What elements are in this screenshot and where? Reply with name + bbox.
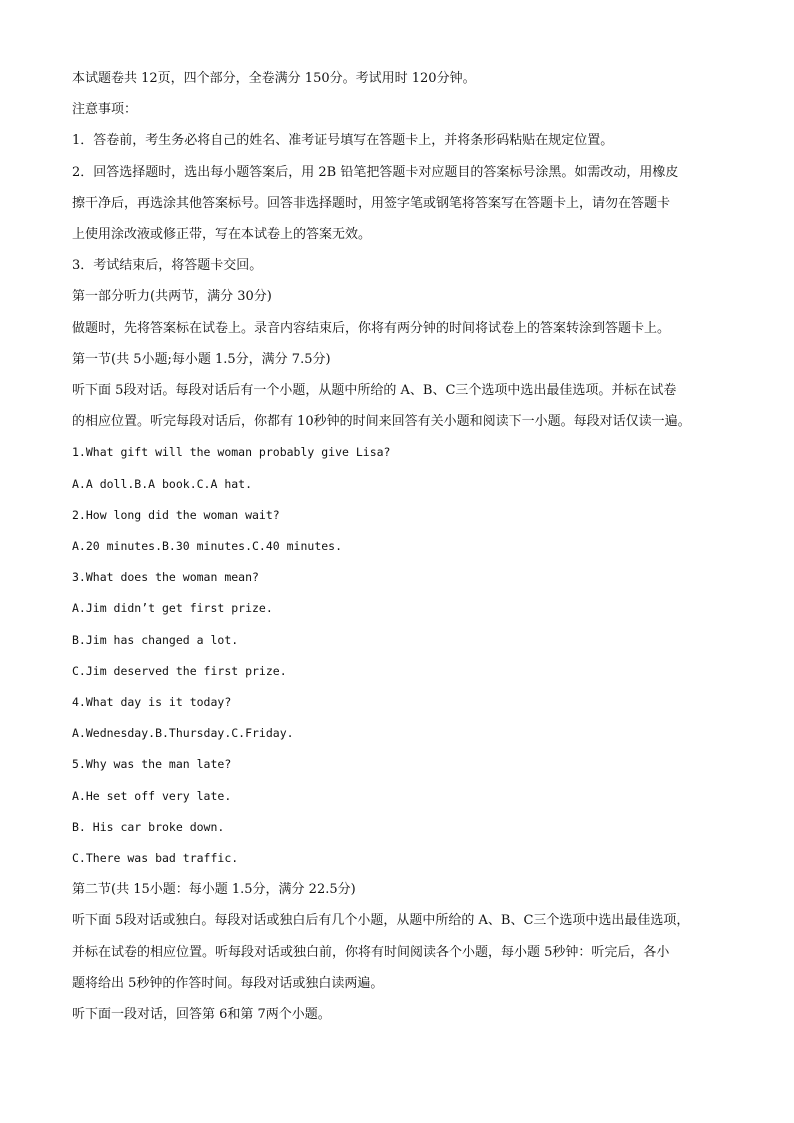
part1-title: 第一部分听力(共两节，满分 30分) (72, 289, 272, 305)
question-2: 2.How long did the woman wait? (72, 507, 280, 522)
section2-instruction: 听下面一段对话，回答第 6和第 7两个小题。 (72, 1007, 331, 1023)
notice-title: 注意事项： (72, 102, 138, 118)
exam-page (72, 63, 722, 1030)
exam-intro: 本试题卷共 12页，四个部分，全卷满分 150分。考试用时 120分钟。 (72, 71, 476, 86)
question-5-option-c: C.There was bad traffic. (72, 851, 239, 866)
part1-description: 做题时，先将答案标在试卷上。录音内容结束后，你将有两分钟的时间将试卷上的答案转涂到答题卡上。 (72, 320, 671, 336)
question-5: 5.Why was the man late? (72, 757, 232, 772)
question-1: 1.What gift will the woman probably give Lisa? (72, 445, 391, 460)
section1-title: 第一节(共 5小题;每小题 1.5分，满分 7.5分) (72, 351, 331, 367)
question-5-option-a: A.He set off very late. (72, 788, 232, 803)
notice-item-3: 3．考试结束后，将答题卡交回。 (72, 258, 263, 274)
question-3: 3.What does the woman mean? (72, 570, 259, 585)
section2-desc-line-1: 听下面 5段对话或独白。每段对话或独白后有几个小题，从题中所给的 A、B、C三个选项中选出最佳选项， (72, 913, 690, 929)
question-3-option-b: B.Jim has changed a lot. (72, 632, 239, 647)
notice-item-2-line-3: 上使用涂改液或修正带，写在本试卷上的答案无效。 (72, 227, 372, 243)
notice-item-2-line-2: 擦干净后，再选涂其他答案标号。回答非选择题时，用签字笔或钢笔将答案写在答题卡上，请勿在答题卡 (72, 195, 671, 211)
section2-desc-line-2: 并标在试卷的相应位置。听每段对话或独白前，你将有时间阅读各个小题，每小题 5秒钟：听完后，各小 (72, 944, 670, 960)
section1-desc-line-2: 的相应位置。听完每段对话后，你都有 10秒钟的时间来回答有关小题和阅读下一小题。每段对话仅读一遍。 (72, 414, 691, 430)
question-4-options: A.Wednesday.B.Thursday.C.Friday. (72, 726, 294, 741)
question-2-options: A.20 minutes.B.30 minutes.C.40 minutes. (72, 539, 343, 554)
section2-title: 第二节(共 15小题：每小题 1.5分，满分 22.5分) (72, 882, 356, 898)
notice-item-2-line-1: 2．回答选择题时，选出每小题答案后，用 2B 铅笔把答题卡对应题目的答案标号涂黑。如需改动，用橡皮 (72, 164, 679, 180)
notice-item-1: 1．答卷前，考生务必将自己的姓名、准考证号填写在答题卡上，并将条形码粘贴在规定位置。 (72, 133, 614, 149)
section1-desc-line-1: 听下面 5段对话。每段对话后有一个小题，从题中所给的 A、B、C三个选项中选出最佳选项。并标在试卷 (72, 383, 677, 399)
question-3-option-a: A.Jim didn’t get first prize. (72, 601, 273, 616)
question-5-option-b: B. His car broke down. (72, 819, 225, 834)
question-1-options: A.A doll.B.A book.C.A hat. (72, 476, 253, 491)
section2-desc-line-3: 题将给出 5秒钟的作答时间。每段对话或独白读两遍。 (72, 975, 384, 991)
question-4: 4.What day is it today? (72, 695, 232, 710)
question-3-option-c: C.Jim deserved the first prize. (72, 663, 287, 678)
